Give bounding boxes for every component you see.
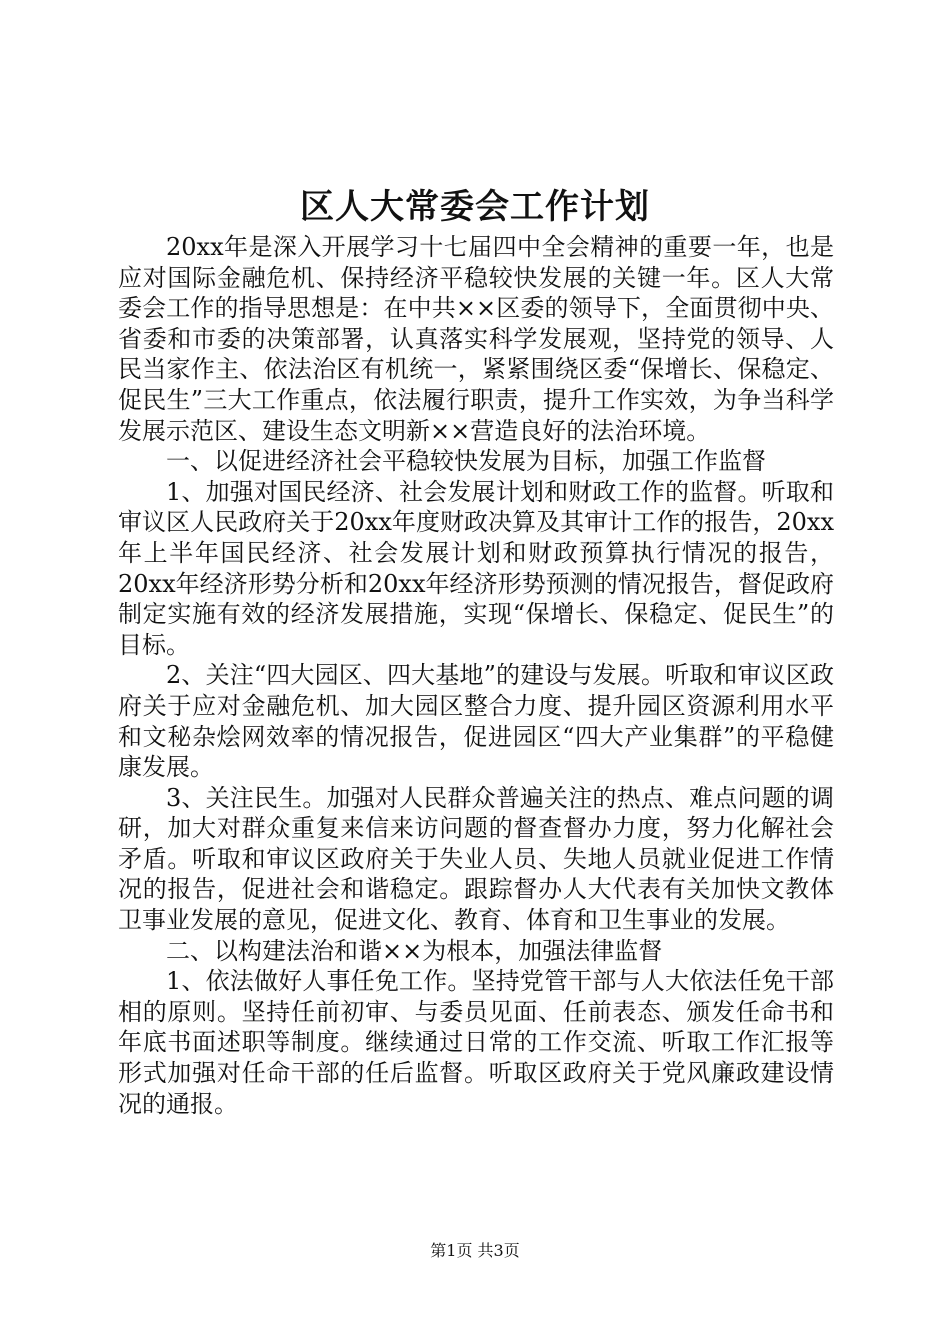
paragraph-intro: 20xx年是深入开展学习十七届四中全会精神的重要一年，也是应对国际金融危机、保持经济平稳较快发展的关键一年。区人大常委会工作的指导思想是：在中共××区委的领导下，全面贯彻中央、省委和市委的决策部署，认真落实科学发展观，坚持党的领导、人民当家作主、依法治区有机统一，紧紧围绕区委“保增长、保稳定、促民生”三大工作重点，依法履行职责，提升工作实效，为争当科学发展示范区、建设生态文明新××营造良好的法治环境。 [118, 233, 834, 445]
page-footer: 第1页 共3页 [430, 1241, 520, 1260]
paragraph-1-2: 2、关注“四大园区、四大基地”的建设与发展。听取和审议区政府关于应对金融危机、加大园区整合力度、提升园区资源利用水平和文秘杂烩网效率的情况报告，促进园区“四大产业集群”的平稳健康发展。 [118, 661, 834, 782]
document-body [118, 232, 834, 1119]
section-heading-1: 一、以促进经济社会平稳较快发展为目标，加强工作监督 [166, 447, 766, 476]
paragraph-1-1: 1、加强对国民经济、社会发展计划和财政工作的监督。听取和审议区人民政府关于20xx年度财政决算及其审计工作的报告，20xx年上半年国民经济、社会发展计划和财政预算执行情况的报告，20xx年经济形势分析和20xx年经济形势预测的情况报告，督促政府制定实施有效的经济发展措施，实现“保增长、保稳定、促民生”的目标。 [118, 477, 834, 659]
paragraph-1-3: 3、关注民生。加强对人民群众普遍关注的热点、难点问题的调研，加大对群众重复来信来访问题的督查督办力度，努力化解社会矛盾。听取和审议区政府关于失业人员、失地人员就业促进工作情况的报告，促进社会和谐稳定。跟踪督办人大代表有关加快文教体卫事业发展的意见，促进文化、教育、体育和卫生事业的发展。 [118, 783, 834, 935]
document-title: 区人大常委会工作计划 [300, 187, 650, 227]
paragraph-2-1: 1、依法做好人事任免工作。坚持党管干部与人大依法任免干部相的原则。坚持任前初审、与委员见面、任前表态、颁发任命书和年底书面述职等制度。继续通过日常的工作交流、听取工作汇报等形式加强对任命干部的任后监督。听取区政府关于党风廉政建设情况的通报。 [118, 967, 834, 1118]
section-heading-2: 二、以构建法治和谐××为根本，加强法律监督 [166, 936, 663, 965]
